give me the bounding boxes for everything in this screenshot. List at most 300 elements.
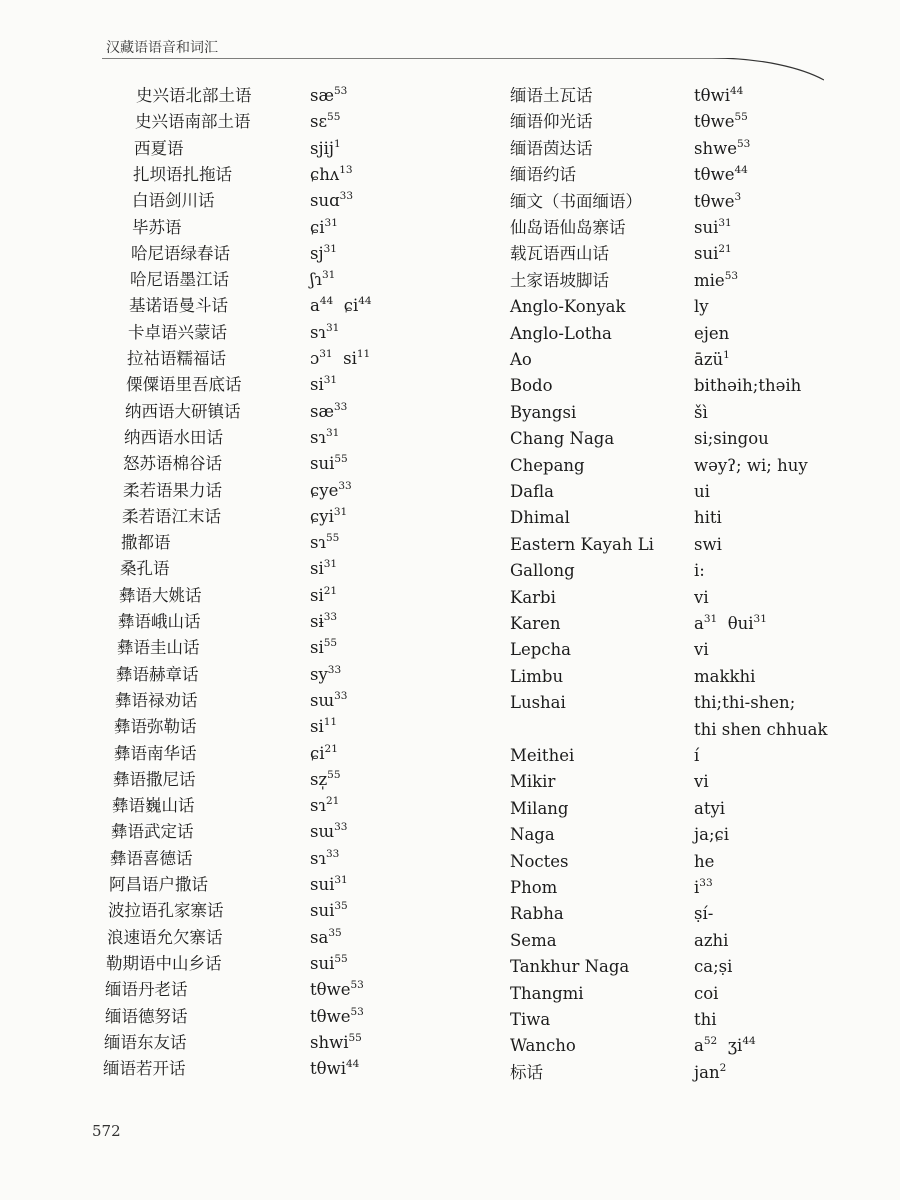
vocab-row [480,744,890,770]
vocab-row [480,982,890,1008]
tone-mark: 55 [334,453,348,466]
language-name: 怒苏语棉谷话 [123,454,222,474]
word-form [310,557,337,581]
form-text: sɿ [310,533,326,553]
form-text: shwe [694,138,737,158]
form-text: vi [694,772,709,792]
form-text: azhi [694,930,729,950]
vocab-row [0,873,470,899]
tone-mark: 33 [325,847,340,860]
form-text: bithəih;thəih [694,376,802,396]
form-text: sui [310,454,335,474]
vocab-row [0,84,470,110]
vocab-row [0,689,470,715]
word-form [310,137,341,161]
vocab-row [0,321,470,347]
language-name: 缅语约话 [510,165,576,185]
form-text: coi [694,983,719,1003]
word-form [310,768,341,792]
language-name: Karbi [510,587,556,607]
vocab-row [480,374,890,400]
language-name: 标话 [510,1062,543,1082]
vocab-row [0,557,470,583]
tone-mark: 13 [339,163,353,176]
language-name: 阿昌语户撒话 [109,875,208,894]
form-text: í [694,746,700,765]
word-form [694,295,709,319]
word-form [694,586,709,610]
vocab-row [0,952,470,978]
form-text: a [310,296,320,316]
language-name: 载瓦语西山话 [510,244,609,264]
vocab-row [480,850,890,876]
form-text: āzü [694,350,724,369]
word-form [310,636,337,660]
word-form [694,506,722,530]
tone-mark: 21 [718,243,732,256]
vocab-row [0,268,470,294]
vocab-row [0,347,470,373]
form-text: ṣí- [694,904,714,924]
form-text: sɛ [310,112,328,132]
word-form [310,663,341,687]
form-text: sz̩ [310,769,328,789]
form-text: tθwi [310,1059,346,1079]
language-name: Milang [510,798,569,818]
vocab-row [0,242,470,268]
language-name: 浪速语允欠寨话 [107,927,223,947]
form-text-2: ʒi [717,1036,743,1056]
form-text: i: [694,561,705,581]
form-text: wəyʔ; wi; huy [694,455,808,475]
vocab-row [0,505,470,531]
form-text: sj [310,243,324,263]
language-name: 毕苏语 [132,217,182,237]
language-name: 傈僳语里吾底话 [126,375,242,395]
tone-mark: 55 [734,111,748,124]
form-text: sa [310,927,329,947]
form-text: šì [694,402,708,422]
form-text: sui [310,953,335,973]
form-text: ʃɿ [310,270,322,290]
tone-mark: 35 [334,900,348,913]
form-text: vi [694,640,709,660]
language-name: Lushai [510,693,566,713]
word-form [310,715,337,739]
tone-mark: 31 [325,321,340,334]
language-name: 撒都语 [121,533,171,553]
language-name: Anglo-Lotha [510,323,612,343]
word-form [694,1061,726,1085]
word-form [310,1031,362,1055]
word-form [310,163,353,187]
vocab-row [0,216,470,242]
tone-mark: 31 [319,348,333,360]
form-text: a [694,614,704,633]
language-name: 史兴语南部土语 [135,112,251,132]
language-name: Tiwa [510,1010,551,1029]
language-name: 彝语喜德话 [110,848,193,868]
form-text: jan [694,1062,720,1082]
form-text: sui [310,875,335,894]
language-name: Noctes [510,851,569,871]
running-header-title: 汉藏语语音和词汇 [106,40,218,56]
vocab-row [480,718,890,744]
word-form [310,347,370,371]
language-name: Chang Naga [510,429,615,449]
vocab-row [480,823,890,849]
language-name: 白语剑川话 [132,191,215,211]
language-name: Tankhur Naga [510,957,630,977]
word-form [310,610,337,634]
form-text: sæ [310,401,334,421]
form-text: si [310,638,324,658]
word-form [694,691,795,715]
language-name: 哈尼语墨江话 [130,270,229,290]
vocab-row [480,876,890,902]
language-name: 彝语圭山话 [117,638,200,658]
vocab-row [0,373,470,399]
word-form [310,1005,364,1029]
form-text: mie [694,270,725,290]
word-form [310,505,347,529]
word-form [310,242,337,266]
form-text: i [694,878,700,897]
tone-mark: 1 [333,137,341,150]
form-text: vi [694,587,709,607]
vocab-row [0,452,470,478]
form-text: swi [694,534,722,554]
language-name: 哈尼语绿春话 [131,243,230,263]
form-text: si [310,717,324,737]
language-name: Karen [510,614,561,633]
language-name: 柔若语江末话 [122,506,221,526]
tone-mark: 55 [348,1031,362,1044]
form-text: si [310,375,324,395]
form-text: thi [694,1010,717,1029]
tone-mark-2: 11 [356,348,371,360]
vocab-row [480,216,890,242]
form-text: sui [310,901,335,921]
vocab-row [480,638,890,664]
vocab-row [0,110,470,136]
language-name: Dafla [510,482,554,501]
language-name: Ao [510,350,532,369]
tone-mark-2: 44 [742,1035,756,1048]
language-name: 彝语禄劝话 [115,690,198,710]
vocab-row [480,110,890,136]
vocab-row [480,84,890,110]
language-name: 缅语土瓦话 [510,86,593,105]
vocab-row [0,163,470,189]
language-name: Lepcha [510,640,571,660]
word-form [310,110,340,134]
language-name: 彝语赫章话 [116,664,199,684]
word-form [310,531,339,555]
form-text: tθwe [694,191,735,211]
vocab-row [480,480,890,506]
form-text: tθwi [694,86,730,105]
vocab-row [0,715,470,741]
form-text: tθwe [694,165,735,185]
language-name: 波拉语孔家寨话 [108,901,224,921]
language-name: 勒期语中山乡话 [106,953,222,973]
language-name: 彝语峨山话 [118,612,201,631]
vocab-row [0,1031,470,1057]
form-text: sɯ [310,822,335,842]
form-text: sy [310,664,328,684]
tone-mark: 31 [324,216,338,229]
word-form [694,84,743,108]
form-text: sæ [310,86,334,105]
form-text: sui [694,244,719,264]
tone-mark: 44 [729,85,744,97]
tone-mark: 55 [325,532,340,545]
form-text: sui [694,218,719,237]
vocab-row [0,926,470,952]
language-name: 彝语弥勒话 [114,717,197,737]
word-form [694,348,730,372]
vocab-row [480,533,890,559]
form-text: shwi [310,1032,349,1052]
tone-mark: 31 [321,269,336,282]
language-name: Meithei [510,746,575,765]
language-name: 缅语丹老话 [105,980,188,1000]
vocab-row [480,691,890,717]
word-form [694,665,755,689]
tone-mark: 53 [736,137,751,150]
form-text: sɿ [310,848,326,868]
vocab-row [0,636,470,662]
language-name: 西夏语 [134,138,184,158]
vocab-row [0,847,470,873]
tone-mark: 33 [699,877,713,889]
tone-mark: 33 [323,611,338,623]
language-name: Byangsi [510,402,577,422]
form-text: ja;ɕi [694,825,730,845]
vocab-row [480,401,890,427]
form-text: ɕi [310,217,325,237]
word-form [694,902,713,926]
form-text: si;singou [694,429,769,449]
tone-mark: 21 [325,795,340,808]
tone-mark: 55 [327,111,341,124]
vocab-row [480,1061,890,1087]
word-form [694,427,769,451]
tone-mark: 44 [734,164,748,177]
word-form [310,294,372,318]
word-form [310,873,348,897]
form-text: sɿ [310,322,326,342]
word-form [694,744,699,768]
word-form [694,770,709,794]
word-form [310,689,348,713]
word-form [310,216,338,240]
form-text: ly [694,297,709,317]
language-name: 纳西语水田话 [124,427,223,447]
tone-mark-2: 44 [358,295,372,308]
vocab-row [480,348,890,374]
vocab-row [0,137,470,163]
language-name: 彝语大姚话 [119,585,202,605]
word-form [694,163,748,187]
language-name: 扎坝语扎拖话 [133,164,232,184]
word-form [310,452,348,476]
language-name: 缅语仰光话 [510,112,593,132]
word-form [310,742,338,766]
language-name: 彝语南华话 [114,743,197,763]
word-form [694,718,827,742]
word-form [310,268,335,292]
form-text: si [310,559,324,579]
tone-mark: 21 [323,584,338,597]
vocab-row [0,479,470,505]
word-form [310,479,352,503]
vocab-row [480,454,890,480]
word-form [694,454,808,478]
language-name: Anglo-Konyak [510,297,626,317]
word-form [310,321,339,345]
word-form [310,400,347,424]
form-text: sjij [310,138,334,158]
word-form [694,137,750,161]
language-name: 缅文（书面缅语） [510,191,642,211]
language-name: Rabha [510,904,564,924]
vocab-row [0,742,470,768]
tone-mark: 53 [333,85,348,97]
word-form [694,850,714,874]
tone-mark: 31 [323,242,337,255]
page-number: 572 [92,1122,121,1140]
tone-mark: 11 [323,716,338,729]
language-name: Chepang [510,455,585,475]
form-text: a [694,1036,704,1056]
form-text: ca;ṣi [694,957,733,977]
language-name: Naga [510,825,555,845]
word-form [310,794,339,818]
word-form [694,955,732,979]
language-name: Mikir [510,772,556,792]
tone-mark: 31 [703,613,718,625]
vocab-row [480,137,890,163]
language-name: Eastern Kayah Li [510,534,654,554]
form-text-2: θui [717,614,754,633]
language-name: 仙岛语仙岛寨话 [510,218,626,237]
word-form [694,401,708,425]
word-form [310,820,348,844]
tone-mark: 33 [334,821,348,834]
tone-mark: 52 [703,1035,718,1048]
language-name: Limbu [510,666,564,686]
vocab-row [0,400,470,426]
tone-mark: 55 [323,637,338,650]
vocab-row [0,1057,470,1083]
language-name: 彝语撒尼话 [113,769,196,789]
vocab-row [480,1034,890,1060]
vocab-row [0,531,470,557]
form-text: sɿ [310,796,326,816]
tone-mark: 33 [338,479,352,492]
language-name: Phom [510,878,558,897]
vocab-row [480,242,890,268]
tone-mark: 31 [718,217,732,229]
tone-mark: 31 [323,558,338,571]
word-form [694,216,732,240]
form-text: sɯ [310,690,335,710]
vocab-row [0,610,470,636]
form-text: suɑ [310,191,340,211]
tone-mark: 44 [345,1058,360,1071]
word-form [310,84,347,108]
vocab-row [0,294,470,320]
form-text: tθwe [310,1006,351,1026]
vocab-row [480,506,890,532]
tone-mark: 55 [334,952,348,965]
vocab-row [0,768,470,794]
word-form [694,110,748,134]
word-form [310,426,339,450]
word-form [310,1057,359,1081]
language-name: Gallong [510,561,575,581]
form-text: ɔ [310,349,320,368]
word-form [310,952,348,976]
tone-mark: 33 [339,190,354,203]
form-text: tθwe [310,980,351,1000]
vocab-row [480,322,890,348]
form-text: hiti [694,508,722,528]
language-name: 缅语若开话 [103,1059,186,1079]
vocab-row [0,584,470,610]
form-text: atyi [694,798,726,818]
word-form [694,269,738,293]
word-form [694,638,709,662]
word-form [694,982,718,1006]
language-name: 缅语茵达话 [510,138,593,158]
form-text: sɨ [310,612,324,631]
vocab-row [480,190,890,216]
tone-mark: 21 [324,742,338,755]
vocab-row [480,269,890,295]
vocab-row [480,665,890,691]
word-form [694,374,801,398]
language-name: Bodo [510,376,553,396]
word-form [694,797,725,821]
language-name: Wancho [510,1036,576,1056]
language-name: 基诺语曼斗话 [129,296,228,316]
word-form [310,978,364,1002]
word-form [694,876,713,900]
tone-mark: 53 [350,1005,364,1018]
language-name: 缅语东友话 [104,1032,187,1052]
form-text: he [694,851,715,871]
vocab-row [480,295,890,321]
vocab-row [480,902,890,928]
language-name: 拉祜语糯福话 [127,349,226,368]
word-form [694,823,729,847]
tone-mark: 31 [334,874,348,886]
tone-mark: 33 [333,400,348,413]
tone-mark: 35 [328,926,342,939]
vocab-row [480,1008,890,1034]
vocab-row [0,426,470,452]
form-text: ɕi [310,743,325,763]
tone-mark: 53 [350,979,364,992]
vocab-row [480,612,890,638]
vocab-row [0,794,470,820]
form-text: ɕye [310,480,339,500]
language-name: 史兴语北部土语 [136,86,252,105]
vocab-row [480,955,890,981]
